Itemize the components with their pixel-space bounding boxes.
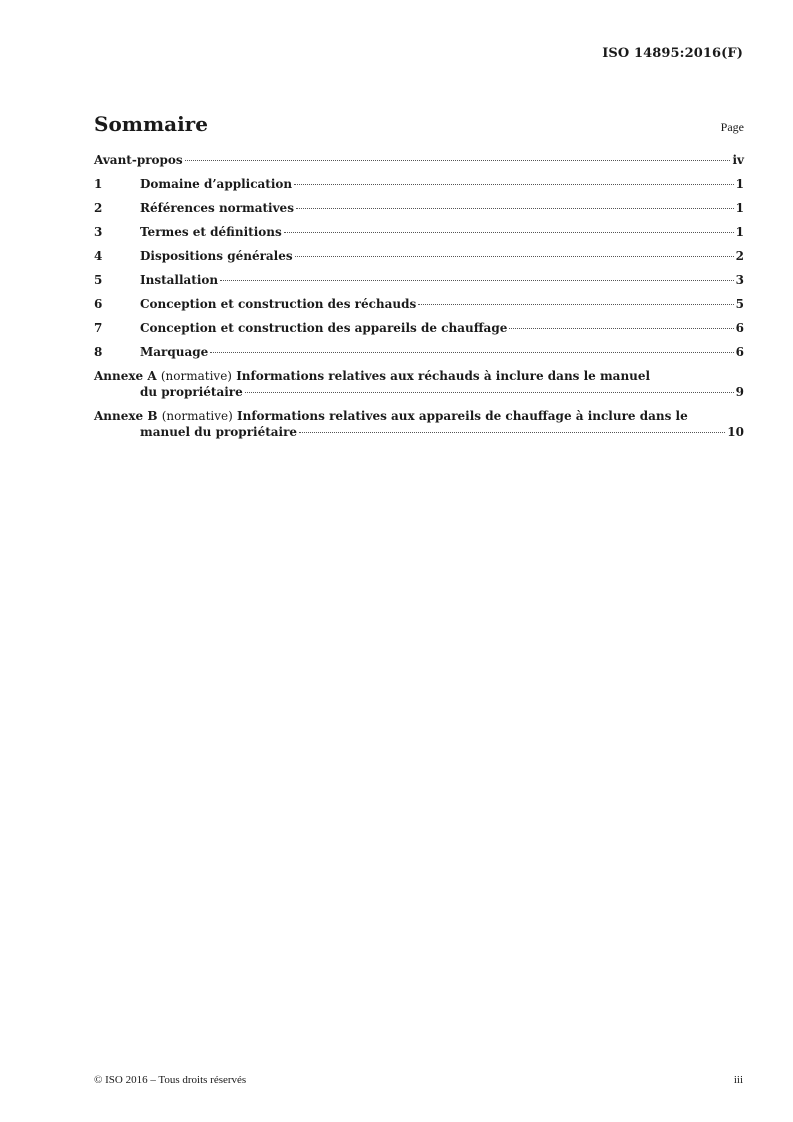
toc-title: Sommaire xyxy=(94,112,208,136)
page-column-label: Page xyxy=(720,120,744,134)
toc-entry-page: 10 xyxy=(727,425,744,439)
table-of-contents xyxy=(94,153,744,449)
toc-entry-number: 2 xyxy=(94,201,103,215)
dot-leader xyxy=(418,304,733,305)
dot-leader xyxy=(294,184,734,185)
toc-entry-page: 2 xyxy=(735,249,744,263)
toc-entry-4[interactable] xyxy=(94,249,744,273)
toc-entry-title: Termes et définitions xyxy=(140,225,282,239)
annex-title-continued: manuel du propriétaire xyxy=(140,425,298,439)
dot-leader xyxy=(220,280,734,281)
toc-entry-page: 5 xyxy=(735,297,744,311)
toc-entry-title: Marquage xyxy=(140,345,209,359)
toc-entry-number: 7 xyxy=(94,321,103,335)
toc-entry-title: Conception et construction des appareils de chauffage xyxy=(140,321,508,335)
annex-title: Informations relatives aux appareils de chauffage à inclure dans le xyxy=(237,409,688,423)
dot-leader xyxy=(185,160,731,161)
toc-entry-page: 6 xyxy=(735,345,744,359)
toc-entry-page: 1 xyxy=(735,177,744,191)
toc-entry-page: 1 xyxy=(735,201,744,215)
annex-label: Annexe B xyxy=(94,409,158,423)
annex-type: (normative) xyxy=(160,369,232,383)
toc-annex-a[interactable] xyxy=(94,369,744,401)
toc-entry-3[interactable] xyxy=(94,225,744,249)
annex-label: Annexe A xyxy=(94,369,157,383)
toc-entry-8[interactable] xyxy=(94,345,744,369)
toc-entry-number: 5 xyxy=(94,273,103,287)
dot-leader xyxy=(284,232,734,233)
document-id: ISO 14895:2016(F) xyxy=(602,46,743,61)
toc-entry-number: 8 xyxy=(94,345,103,359)
toc-entry-title: Avant-propos xyxy=(94,153,183,167)
toc-entry-6[interactable] xyxy=(94,297,744,321)
toc-entry-number: 3 xyxy=(94,225,103,239)
toc-entry-number: 4 xyxy=(94,249,103,263)
toc-entry-2[interactable] xyxy=(94,201,744,225)
toc-entry-number: 1 xyxy=(94,177,103,191)
dot-leader xyxy=(299,432,725,433)
toc-annex-b[interactable] xyxy=(94,409,744,441)
dot-leader xyxy=(509,328,733,329)
toc-header xyxy=(94,112,744,142)
toc-entry-5[interactable] xyxy=(94,273,744,297)
dot-leader xyxy=(295,256,734,257)
toc-entry-title: Références normatives xyxy=(140,201,294,215)
toc-entry-1[interactable] xyxy=(94,177,744,201)
annex-type: (normative) xyxy=(161,409,233,423)
footer-page-number: iii xyxy=(733,1074,743,1086)
annex-title-continued: du propriétaire xyxy=(140,385,243,399)
toc-entry-title: Installation xyxy=(140,273,219,287)
toc-entry-title: Conception et construction des réchauds xyxy=(140,297,417,311)
dot-leader xyxy=(245,392,734,393)
annex-title: Informations relatives aux réchauds à inclure dans le manuel xyxy=(236,369,651,383)
toc-entry-number: 6 xyxy=(94,297,103,311)
footer-copyright: © ISO 2016 – Tous droits réservés xyxy=(94,1074,247,1086)
dot-leader xyxy=(296,208,734,209)
toc-entry-page: 3 xyxy=(735,273,744,287)
dot-leader xyxy=(210,352,733,353)
toc-entry-page: 1 xyxy=(735,225,744,239)
toc-entry-foreword[interactable] xyxy=(94,153,744,177)
toc-entry-title: Domaine d’application xyxy=(140,177,293,191)
toc-entry-page: 9 xyxy=(735,385,744,399)
toc-entry-title: Dispositions générales xyxy=(140,249,293,263)
toc-entry-page: 6 xyxy=(735,321,744,335)
toc-entry-7[interactable] xyxy=(94,321,744,345)
toc-entry-page: iv xyxy=(732,153,744,167)
